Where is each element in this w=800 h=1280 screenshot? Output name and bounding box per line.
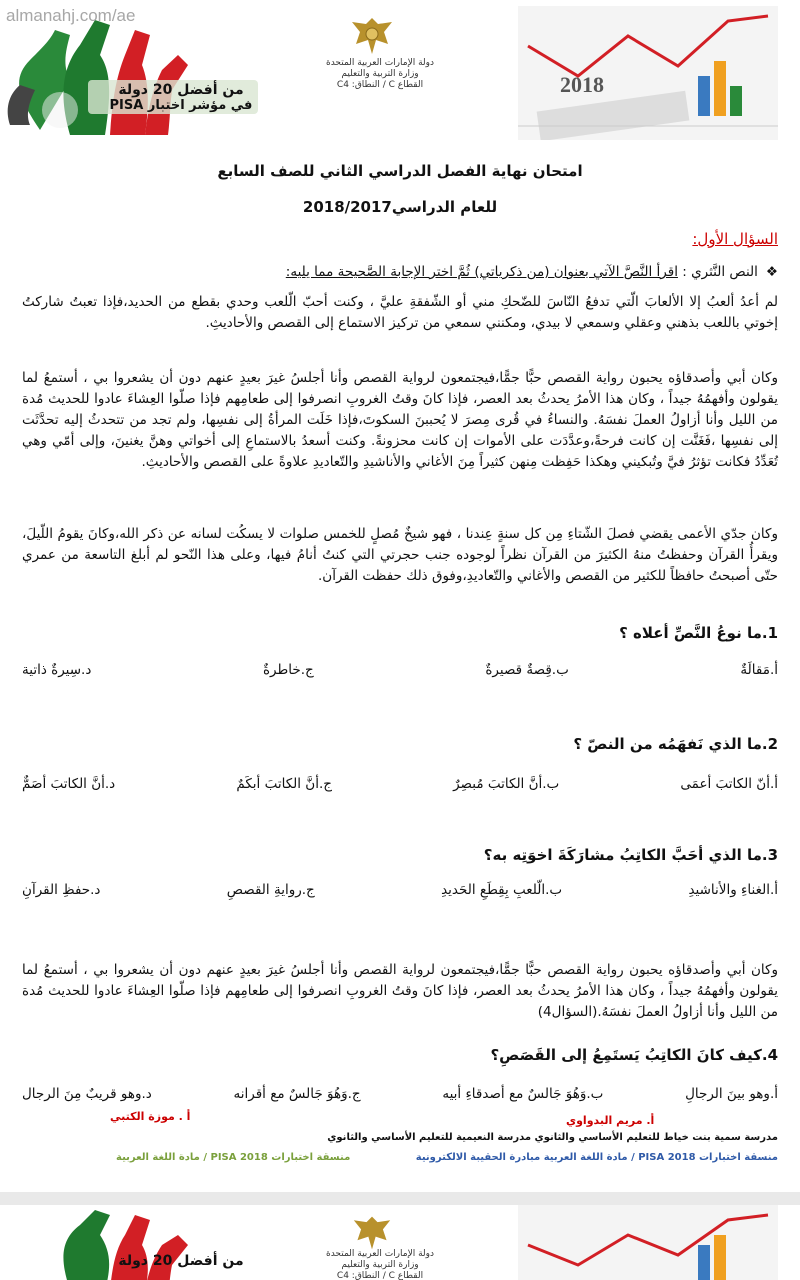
option-d[interactable]: د.وهو قريبٌ مِنَ الرجال: [22, 1086, 152, 1102]
instruction: [18, 264, 778, 280]
option-d[interactable]: د.سِيرةٌ ذاتية: [22, 662, 92, 678]
ministry-name: وزارة التربية والتعليم: [341, 69, 419, 79]
option-b[interactable]: ب.وَهُوَ جَالسٌ مع أصدقاءِ أبيه: [442, 1086, 604, 1102]
question-4-options: [22, 1086, 778, 1102]
option-b[interactable]: ب.قِصةٌ قصيرةٌ: [485, 662, 569, 678]
option-c[interactable]: ج.وَهُوَ جَالسٌ مع أقرانه: [233, 1086, 361, 1102]
question-1-options: [22, 662, 778, 678]
pisa-line-2: في مؤشر اختبار PISA: [109, 98, 253, 113]
pisa-line-1: من أفضل 20 دولة: [118, 82, 244, 98]
question-3-options: [22, 882, 778, 898]
pisa-line-1-next: من أفضل 20 دولة: [118, 1253, 244, 1269]
question-3-stem: 3.ما الذي أحَبَّ الكاتِبُ مشارَكَةَ اخوَتِه به؟: [483, 846, 778, 864]
ministry-sector: القطاع C / النطاق: C4: [336, 80, 424, 90]
school-names: مدرسة سمية بنت خياط للتعليم الأساسي والثانوي مدرسة النعيمية للتعليم الأساسي والثانوي: [327, 1132, 778, 1143]
ministry-header-next: [300, 1249, 460, 1280]
passage-question-4: وكان أبي وأصدقاؤه يحبون رواية القصص حبًّا جمًّا،فيجتمعون لرواية القصص وأنا أجلسُ غيرَ بعيدٍ عنهم دون أن يشعروا بي ، أستمعُ لما يقولون وأفهمُهُ جيداً ، وكان هذا الأمرُ يحدثُ بعد العصر، فإذا كانَ وقتُ الغروبِ انصرفوا إلى طعامِهم فإذا صلّوا العِشاءَ عادوا للحديث مُدة من الليل وأنا أزاولُ العملَ نفسَهُ.(السؤال4): [22, 962, 778, 1020]
option-a[interactable]: أ.مَقالَةٌ: [740, 662, 778, 678]
question-1-stem: 1.ما نوعُ النَّصِّ أعلاه ؟: [619, 624, 778, 642]
ministry-name-next: وزارة التربية والتعليم: [341, 1260, 419, 1270]
uae-emblem-icon-next: [348, 1213, 396, 1253]
passage-paragraph-1: لم أعدُ ألعبُ إلا الألعابَ الّتي تدفعُ النّاسَ للضّحكِ مني أو الشّفقةِ عليَّ ، وكنت أحبّ الّلعب وحدي بقطع من الحديد،فإذا تعبتُ شاركتُ إخوتي باللعب بذهني وعقلي وسمعي لا بيدي، ومكنني سمعي من تركيز الاستماع إلى القصص والأحاديثِ.: [22, 294, 778, 331]
teacher-name-1: أ. مريم البدواوي: [566, 1114, 655, 1127]
ministry-country: دولة الإمارات العربية المتحدة: [325, 58, 435, 68]
option-d[interactable]: د.أنَّ الكاتبَ أصَمٌّ: [22, 776, 116, 792]
ministry-sector-next: القطاع C / النطاق: C4: [336, 1271, 424, 1280]
year-label: 2018: [560, 72, 604, 97]
option-a[interactable]: أ.وهو بينَ الرجالِ: [685, 1086, 778, 1102]
exam-subtitle: للعام الدراسي2018/2017: [302, 198, 498, 216]
next-page-preview: [0, 1205, 800, 1280]
question-4-stem: 4.كيف كانَ الكاتِبُ يَستَمِعُ إلى القَصَصِ؟: [490, 1046, 778, 1064]
watermark-url: almanahj.com/ae: [6, 6, 136, 25]
option-b[interactable]: ب.الّلعبِ بِقِطَعِ الحَديدِ: [441, 882, 563, 898]
year-graphic-next: [518, 1205, 778, 1280]
handprint-logo-next: [0, 1210, 260, 1280]
teacher-name-2: أ . موزة الكتبي: [110, 1110, 191, 1123]
ministry-header: [300, 58, 460, 91]
instruction-body: اقرأ النَّصَّ الآتي بعنوان (من ذكرياتي) ثُمَّ اختر الإجابة الصَّحيحة مما يليه:: [285, 264, 678, 280]
passage-paragraph-3: وكان جدّي الأعمى يقضي فصلَ الشّتاءِ مِن كل سنةٍ عِندنا ، فهو شيخٌ مُصلٍ للخمس صلوات لا يسكُت لسانه عن ذكر الله،وكانَ يقومُ اللّيلَ، ويقرأُ القرآن وحفظتُ منهُ الكثيرَ من القرآن نظراً لوجوده جنب حجرتي التي كنتُ أنامُ فيها، وعلى هذا النّحو لم أبلغ التاسعة من عمري حتّى أصبحتُ حافظاً للكثير من القصص والأغاني والتّعاديدِ،وفوق ذلك حفظت القرآن.: [22, 526, 778, 584]
footer-green-line: منسقة اختبارات PISA 2018 / مادة اللغة العربية: [116, 1152, 351, 1163]
footer-blue-line: منسقة اختبارات PISA 2018 / مادة اللغة العربية مبادرة الحقيبة الالكترونية: [415, 1152, 778, 1163]
question-2-options: [22, 776, 778, 792]
year-2018-graphic: [518, 6, 778, 140]
handprint-logo: [0, 10, 260, 140]
option-c[interactable]: ج.أنَّ الكاتبَ أبكَمٌ: [236, 776, 332, 792]
star-bullet-icon: ❖: [765, 264, 778, 280]
exam-title: امتحان نهاية الفصل الدراسي الثاني للصف السابع: [217, 162, 583, 180]
uae-emblem-icon: [348, 14, 396, 58]
option-c[interactable]: ج.روايةِ القصصِ: [226, 882, 315, 898]
ministry-country-next: دولة الإمارات العربية المتحدة: [325, 1249, 435, 1259]
question-2-stem: 2.ما الذي نَفهَمُه من النصّ ؟: [573, 735, 778, 753]
option-a[interactable]: أ.أنّ الكاتبَ أعمَى: [680, 776, 778, 792]
option-b[interactable]: ب.أنَّ الكاتبَ مُبصِرٌ: [453, 776, 560, 792]
option-d[interactable]: د.حفظِ القرآنِ: [22, 882, 101, 898]
instruction-prefix: النص النَّثري :: [677, 264, 758, 280]
passage-paragraph-2: وكان أبي وأصدقاؤه يحبون رواية القصص حبًّا جمًّا،فيجتمعون لرواية القصص وأنا أجلسُ غيرَ بعيدٍ عنهم دون أن يشعروا بي ، أستمعُ لما يقولون وأفهمُهُ جيداً ، وكان هذا الأمرُ يحدثُ بعد العصر، فإذا كانَ وقتُ الغروبِ انصرفوا إلى طعامِهم فإذا صلّوا العِشاءَ عادوا للحديث مُدة من الليل وأنا أزاولُ العملَ نفسَهُ. والنساءُ في قُرى مِصرَ لا يُحببنَ السكوتَ،فإذا خَلَت المرأةُ إلى نفسِها، ولم تجد من تتحدثُ إليه تحدَّثَت إلى نفسِها ،فَغَنَّت إن كانت فرحةً،وعدَّدَت على الأموات إن كانت محزونةً. وكنت أسعدُ بالاستماعِ إلى أخواتي وهنَّ يغنينَ، وإلى أمّي وهي تُعَدِّدُ فكانت تؤثرُ فيَّ وتُبكيني وهكذا حَفِظت مِنهن كثيراً مِنَ الأغاني والأناشيدِ والتّعاديدِ علاوةً على القصص والأحاديثِ.: [22, 370, 778, 470]
option-c[interactable]: ج.خاطرةٌ: [262, 662, 314, 678]
option-a[interactable]: أ.الغناءِ والأناشيدِ: [688, 882, 778, 898]
question-one-heading: السؤال الأول:: [692, 230, 778, 248]
